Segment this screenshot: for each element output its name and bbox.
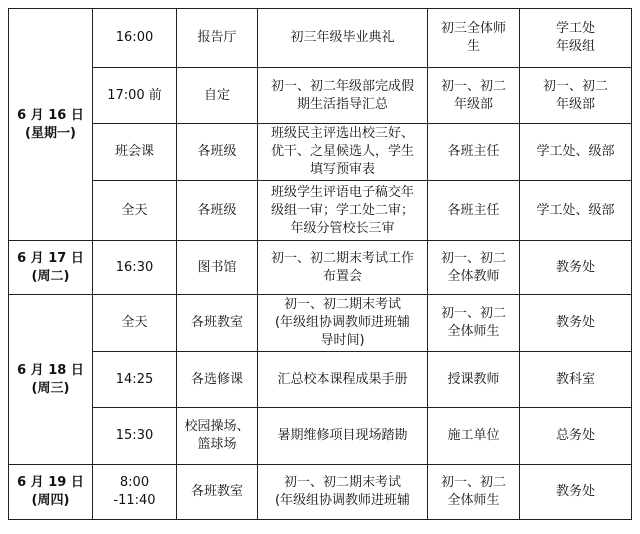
place-line: 图书馆 [197, 259, 237, 275]
item-line: 年级分管校长三审 [290, 220, 395, 236]
dept-line: 总务处 [555, 428, 595, 443]
people-line: 年级部 [453, 96, 493, 112]
people-line: 全体教师 [447, 268, 500, 284]
people-line: 初一、初二 [440, 475, 506, 490]
dept-cell [520, 465, 632, 520]
item-line: 暑期维修项目现场踏勘 [277, 428, 408, 443]
time-line: 17:00 前 [107, 87, 162, 103]
date-line: 6 月 19 日 [17, 475, 84, 490]
date-line: 6 月 16 日 [17, 107, 84, 123]
people-cell [428, 465, 520, 520]
dept-cell [520, 295, 632, 352]
dept-line: 年级组 [555, 39, 595, 54]
people-line: 初一、初二 [440, 78, 506, 94]
time-cell [93, 295, 177, 352]
table-row [9, 241, 632, 295]
place-line: 各班教室 [190, 484, 243, 499]
time-line: -11:40 [113, 493, 156, 508]
place-cell [177, 181, 258, 241]
table-row [9, 68, 632, 124]
dept-cell [520, 124, 632, 181]
people-line: 全体师生 [447, 324, 500, 339]
dept-cell [520, 408, 632, 465]
place-line: 各班级 [197, 202, 237, 218]
dept-cell [520, 241, 632, 295]
place-line: 篮球场 [197, 437, 237, 452]
time-cell [93, 68, 177, 124]
people-cell [428, 241, 520, 295]
item-line: 班级学生评语电子稿交年 [270, 184, 414, 200]
item-cell [258, 295, 428, 352]
item-line: 汇总校本课程成果手册 [277, 371, 408, 387]
time-cell [93, 9, 177, 68]
item-cell [258, 124, 428, 181]
time-line: 15:30 [115, 428, 154, 443]
date-line: 6 月 18 日 [17, 362, 84, 378]
dept-line: 教科室 [555, 371, 595, 387]
item-cell [258, 9, 428, 68]
people-cell [428, 352, 520, 408]
item-cell [258, 241, 428, 295]
time-line: 8:00 [119, 475, 150, 490]
time-cell [93, 408, 177, 465]
item-line: 期生活指导汇总 [296, 96, 388, 112]
table-row [9, 352, 632, 408]
place-line: 校园操场、 [184, 419, 250, 434]
table-row [9, 181, 632, 241]
place-cell [177, 408, 258, 465]
item-line: 初一、初二年级部完成假 [270, 78, 414, 94]
time-line: 14:25 [115, 371, 154, 387]
time-cell [93, 181, 177, 241]
place-line: 自定 [203, 87, 230, 103]
item-cell [258, 352, 428, 408]
place-line: 各班教室 [190, 315, 243, 330]
place-line: 各选修课 [190, 371, 243, 387]
people-line: 初一、初二 [440, 306, 506, 321]
dept-line: 教务处 [555, 259, 595, 275]
time-cell [93, 352, 177, 408]
date-cell [9, 9, 93, 241]
date-line: (周四) [31, 493, 70, 508]
place-line: 各班级 [197, 144, 237, 159]
time-line: 全天 [121, 315, 148, 330]
people-line: 生 [466, 39, 480, 54]
dept-line: 年级部 [555, 96, 595, 112]
date-line: (周三) [31, 380, 70, 396]
item-line: 班级民主评选出校三好、 [270, 126, 414, 141]
people-line: 初一、初二 [440, 250, 506, 266]
dept-cell [520, 68, 632, 124]
dept-line: 教务处 [555, 315, 595, 330]
table-row [9, 465, 632, 520]
table-row [9, 295, 632, 352]
people-line: 各班主任 [447, 202, 500, 218]
place-cell [177, 68, 258, 124]
dept-cell [520, 9, 632, 68]
date-line: (周二) [31, 268, 70, 284]
date-cell [9, 241, 93, 295]
people-line: 各班主任 [447, 144, 500, 159]
place-cell [177, 352, 258, 408]
item-line: 级组一审；学工处二审； [270, 202, 414, 218]
item-line: 填写预审表 [309, 162, 375, 177]
place-cell [177, 295, 258, 352]
people-line: 授课教师 [447, 371, 500, 387]
dept-line: 学工处、级部 [536, 202, 615, 218]
people-cell [428, 9, 520, 68]
time-line: 班会课 [114, 144, 154, 159]
table-row [9, 408, 632, 465]
people-cell [428, 295, 520, 352]
people-line: 初三全体师 [440, 21, 506, 36]
date-line: (星期一) [25, 125, 76, 141]
item-line: 布置会 [322, 268, 362, 284]
item-line: 初一、初二期末考试 [283, 297, 401, 312]
item-line: 优干、之星候选人，学生 [270, 144, 414, 159]
people-cell [428, 408, 520, 465]
schedule-table [8, 8, 632, 520]
dept-line: 学工处、级部 [536, 144, 615, 159]
time-line: 全天 [121, 202, 148, 218]
item-cell [258, 408, 428, 465]
dept-cell [520, 181, 632, 241]
time-cell [93, 465, 177, 520]
item-line: (年级组协调教师进班辅 [274, 315, 411, 330]
table-row [9, 124, 632, 181]
item-cell [258, 181, 428, 241]
schedule-body [9, 9, 632, 520]
table-row [9, 9, 632, 68]
people-cell [428, 124, 520, 181]
place-cell [177, 124, 258, 181]
dept-line: 学工处 [555, 21, 595, 36]
item-line: 初一、初二期末考试 [283, 475, 401, 490]
time-cell [93, 241, 177, 295]
place-cell [177, 9, 258, 68]
date-line: 6 月 17 日 [17, 250, 84, 266]
time-line: 16:00 [115, 30, 154, 45]
dept-line: 教务处 [555, 484, 595, 499]
place-cell [177, 241, 258, 295]
people-line: 施工单位 [447, 428, 500, 443]
place-line: 报告厅 [197, 30, 237, 45]
time-cell [93, 124, 177, 181]
place-cell [177, 465, 258, 520]
date-cell [9, 295, 93, 465]
item-line: (年级组协调教师进班辅 [274, 493, 411, 508]
item-cell [258, 68, 428, 124]
date-cell [9, 465, 93, 520]
item-cell [258, 465, 428, 520]
time-line: 16:30 [115, 259, 154, 275]
item-line: 初一、初二期末考试工作 [270, 250, 414, 266]
item-line: 导时间) [320, 333, 365, 348]
people-cell [428, 181, 520, 241]
dept-cell [520, 352, 632, 408]
item-line: 初三年级毕业典礼 [290, 30, 395, 45]
people-line: 全体师生 [447, 493, 500, 508]
dept-line: 初一、初二 [542, 78, 608, 94]
people-cell [428, 68, 520, 124]
